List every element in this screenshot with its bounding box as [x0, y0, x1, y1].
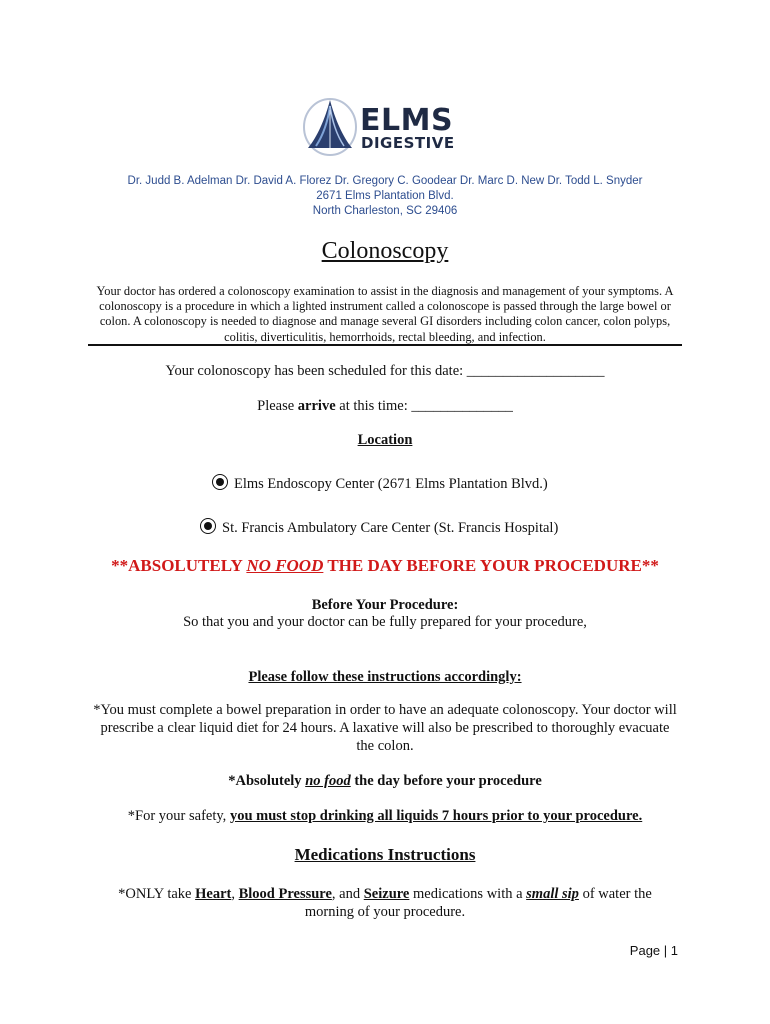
logo-emblem-icon: [304, 99, 356, 155]
instructions-heading: Please follow these instructions accordingly:: [248, 669, 522, 685]
before-heading: Before Your Procedure:: [311, 597, 459, 613]
section-divider: [88, 344, 682, 346]
radio-bullet-icon: [200, 518, 216, 534]
schedule-date-line: Your colonoscopy has been scheduled for this date: ___________________: [165, 363, 605, 379]
no-food-emphasis: NO FOOD: [246, 556, 324, 575]
page-title: Colonoscopy: [321, 238, 449, 264]
address-line-2: North Charleston, SC 29406: [312, 205, 458, 217]
location-heading: Location: [357, 432, 413, 448]
page-number: Page | 1: [629, 943, 678, 958]
practice-info: [0, 174, 770, 219]
logo-word-elms: ELMS: [360, 103, 454, 138]
intro-paragraph: Your doctor has ordered a colonoscopy examination to assist in the diagnosis and management of your symptoms. A colonoscopy is a procedure in which a lighted instrument called a colonoscope is passed through the large bowel or colon. A colonoscopy is needed to diagnose and manage several GI disorders including colon cancer, colon polyps, colitis, diverticulitis, hemorrhoids, rectal bleeding, and infection.: [96, 284, 674, 344]
no-food-instruction: *Absolutely no food the day before your procedure: [228, 773, 542, 789]
location-option-st-francis[interactable]: St. Francis Ambulatory Care Center (St. Francis Hospital): [200, 518, 558, 537]
logo-word-digestive: DIGESTIVE: [361, 134, 455, 152]
bowel-prep-instruction: *You must complete a bowel preparation in order to have an adequate colonoscopy. Your doctor will prescribe a clear liquid diet for 24 hours. A laxative will also be prescribed to thoroughly evacuate the colon.: [93, 702, 677, 754]
location-option-elms[interactable]: Elms Endoscopy Center (2671 Elms Plantation Blvd.): [212, 474, 548, 493]
liquids-instruction: *For your safety, you must stop drinking all liquids 7 hours prior to your procedure.: [127, 808, 643, 824]
medications-heading: Medications Instructions: [294, 845, 476, 864]
arrive-emphasis: arrive: [297, 398, 336, 414]
address-line-1: 2671 Elms Plantation Blvd.: [316, 190, 454, 202]
radio-bullet-icon: [212, 474, 228, 490]
elms-digestive-logo: [300, 96, 480, 158]
before-text: So that you and your doctor can be fully prepared for your procedure,: [183, 614, 587, 630]
doctor-list: Dr. Judd B. Adelman Dr. David A. Florez Dr. Gregory C. Goodear Dr. Marc D. New Dr. Todd L. Snyder: [127, 175, 643, 187]
no-food-warning: **ABSOLUTELY NO FOOD THE DAY BEFORE YOUR PROCEDURE**: [111, 556, 659, 575]
medications-instruction: *ONLY take Heart, Blood Pressure, and Seizure medications with a small sip of water the morning of your procedure.: [118, 886, 652, 920]
arrival-time-line: Please arrive at this time: ______________: [257, 398, 513, 414]
